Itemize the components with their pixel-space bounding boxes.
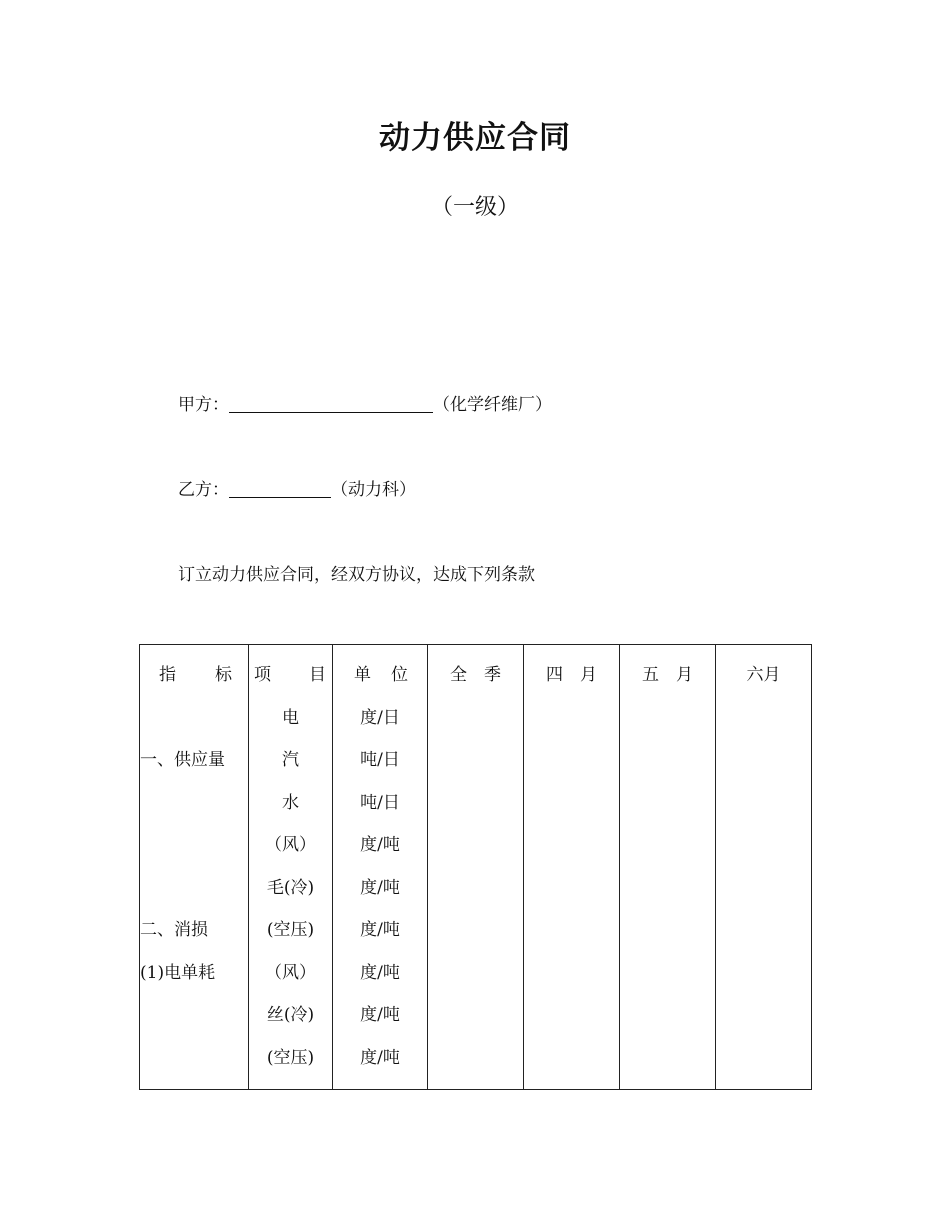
- item-cell: （风）: [265, 835, 316, 855]
- indicator-cell: [140, 833, 248, 876]
- document-subtitle: （一级）: [430, 195, 519, 220]
- unit-cell: 度/日: [360, 707, 400, 728]
- header-june: 六月: [746, 665, 781, 685]
- party-b-note: （动力科）: [331, 480, 416, 500]
- party-b-blank[interactable]: [229, 479, 331, 498]
- indicator-cell: 一、供应量: [140, 750, 225, 770]
- header-april: 四 月: [546, 665, 597, 685]
- item-cell: 毛(冷): [266, 877, 315, 898]
- supply-table: [139, 644, 812, 1090]
- indicator-cell: [140, 706, 248, 749]
- header-unit: 单 位: [354, 665, 408, 685]
- june-column: [716, 645, 812, 1090]
- item-cell: （风）: [265, 962, 316, 983]
- party-a-blank[interactable]: [229, 394, 433, 413]
- april-column: [524, 645, 620, 1090]
- may-column: [620, 645, 716, 1090]
- item-cell: (空压): [266, 1047, 315, 1068]
- indicator-cell: [140, 876, 248, 919]
- indicator-cell: [140, 791, 248, 834]
- party-a-label: 甲方：: [178, 395, 229, 415]
- indicator-column: [140, 645, 249, 1090]
- indicator-cell: [140, 1003, 248, 1046]
- item-cell: 汽: [282, 750, 299, 770]
- document-title: 动力供应合同: [379, 120, 571, 156]
- item-cell: 电: [282, 707, 299, 728]
- header-season: 全 季: [450, 665, 501, 685]
- unit-column: [333, 645, 428, 1090]
- unit-cell: 度/吨: [360, 1047, 400, 1068]
- item-column: [249, 645, 333, 1090]
- header-may: 五 月: [642, 665, 693, 685]
- party-a-line: [178, 390, 552, 415]
- unit-cell: 度/吨: [360, 877, 400, 898]
- unit-cell: 度/吨: [360, 1005, 400, 1025]
- party-b-label: 乙方：: [178, 480, 229, 500]
- item-cell: 水: [282, 792, 299, 813]
- indicator-cell: (1)电单耗: [140, 962, 216, 983]
- unit-cell: 吨/日: [360, 750, 400, 770]
- item-cell: (空压): [266, 920, 315, 940]
- unit-cell: 吨/日: [360, 792, 400, 813]
- unit-cell: 度/吨: [360, 835, 400, 855]
- party-a-note: （化学纤维厂）: [433, 395, 552, 415]
- unit-cell: 度/吨: [360, 920, 400, 940]
- indicator-cell: [140, 1046, 248, 1089]
- item-cell: 丝(冷): [266, 1005, 315, 1025]
- indicator-cell: 二、消损: [140, 920, 208, 940]
- unit-cell: 度/吨: [360, 962, 400, 983]
- season-column: [428, 645, 524, 1090]
- party-b-line: [178, 475, 416, 500]
- header-item: 项 目: [254, 665, 326, 685]
- header-indicator: 指 标: [159, 665, 232, 685]
- intro-text: 订立动力供应合同，经双方协议，达成下列条款: [178, 565, 535, 585]
